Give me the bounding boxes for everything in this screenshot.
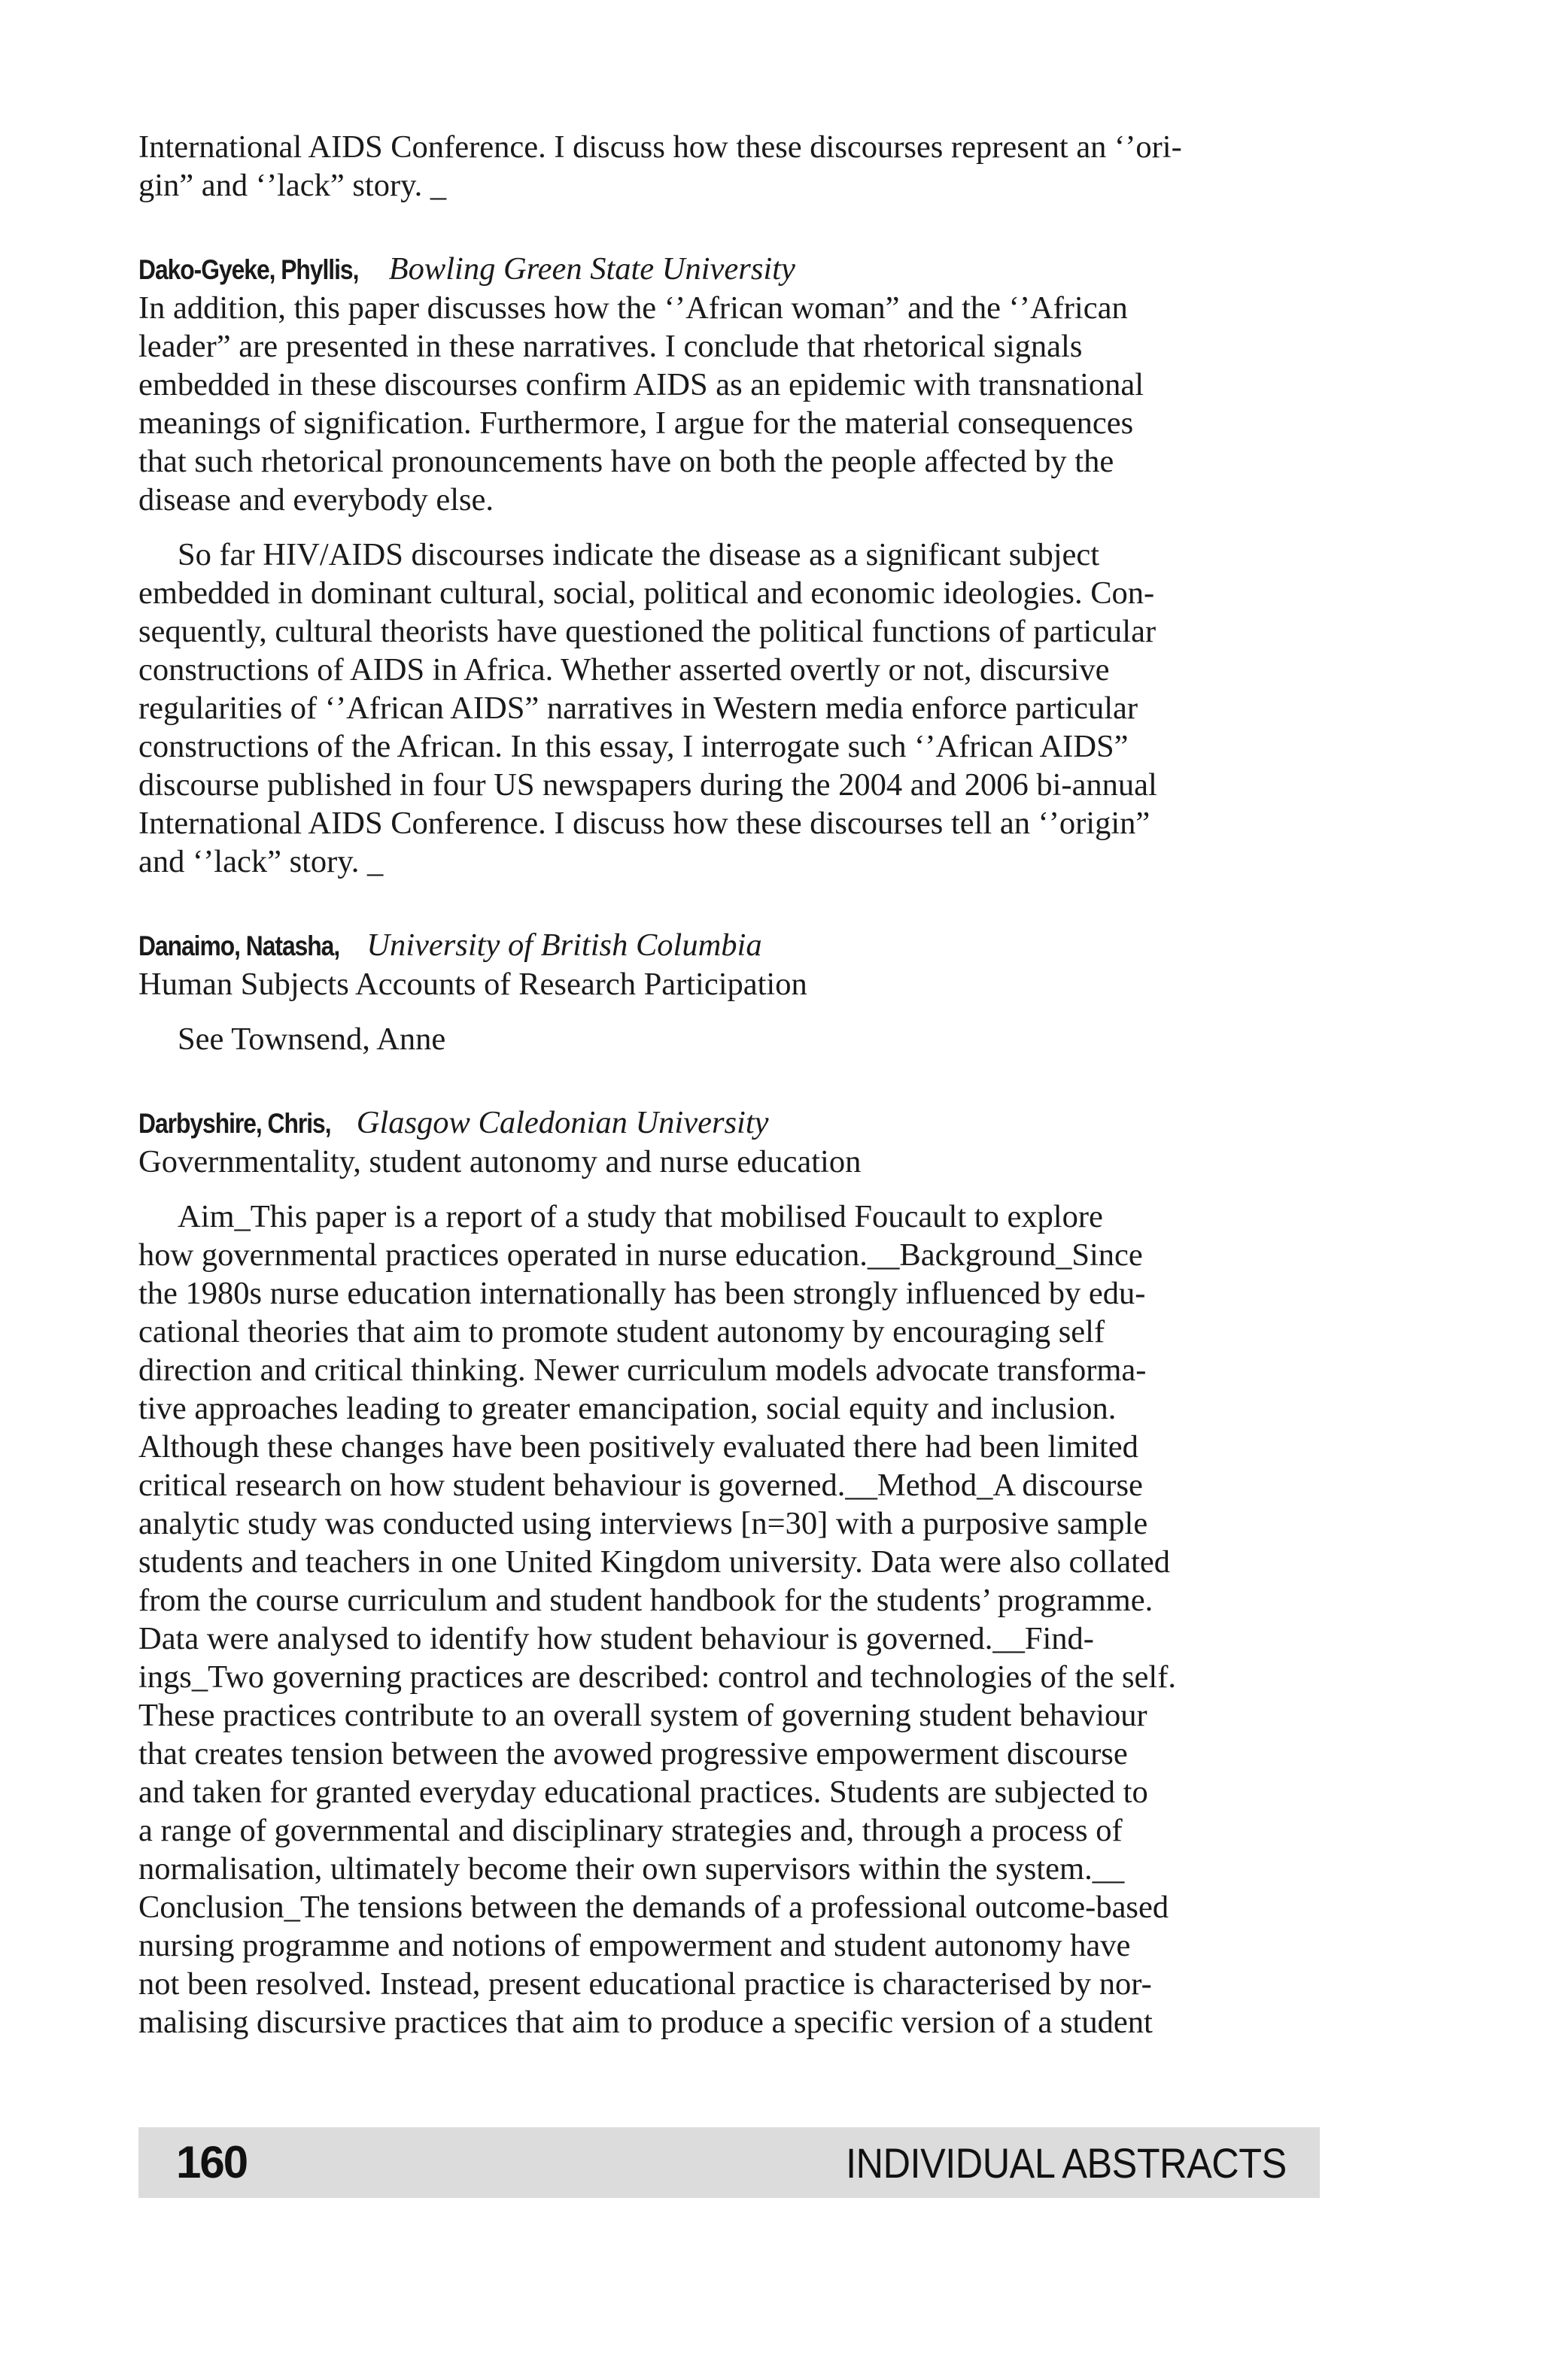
text-line: gin” and ‘’lack” story. _ — [138, 168, 447, 203]
entry-heading — [138, 1103, 1321, 1143]
text-line: Data were analysed to identify how student behaviour is governed.__Find- — [138, 1621, 1094, 1656]
text-line: sequently, cultural theorists have questioned the political functions of particular — [138, 614, 1157, 649]
text-line: Conclusion_The tensions between the demands of a professional outcome-based — [138, 1890, 1169, 1925]
author-name: Dako-Gyeke, Phyllis, — [138, 254, 359, 285]
text-line: International AIDS Conference. I discuss how these discourses represent an ‘’ori- — [138, 129, 1182, 165]
page-number: 160 — [176, 2137, 248, 2187]
affiliation: University of British Columbia — [366, 927, 762, 963]
text-line: See Townsend, Anne — [178, 1022, 446, 1057]
text-line: So far HIV/AIDS discourses indicate the disease as a significant subject — [178, 537, 1100, 572]
text-line: Although these changes have been positively evaluated there had been limited — [138, 1429, 1138, 1465]
affiliation: Bowling Green State University — [388, 251, 795, 287]
text-line: that such rhetorical pronouncements have on both the people affected by the — [138, 444, 1114, 479]
section-label: INDIVIDUAL ABSTRACTS — [846, 2139, 1287, 2187]
text-line: Aim_This paper is a report of a study that mobilised Foucault to explore — [178, 1199, 1103, 1234]
text-line: malising discursive practices that aim to produce a specific version of a student — [138, 2005, 1153, 2040]
text-line: critical research on how student behaviour is governed.__Method_A discourse — [138, 1468, 1143, 1503]
text-line: analytic study was conducted using interviews [n=30] with a purposive sample — [138, 1506, 1148, 1541]
abstract-paragraph — [138, 289, 1321, 519]
text-line: meanings of signification. Furthermore, I argue for the material consequences — [138, 405, 1134, 441]
page-body — [138, 128, 1321, 2042]
author-name: Darbyshire, Chris, — [138, 1108, 331, 1139]
author-name: Danaimo, Natasha, — [138, 930, 340, 961]
text-line: direction and critical thinking. Newer curriculum models advocate transforma- — [138, 1352, 1147, 1388]
abstract-entry — [138, 926, 1321, 1058]
text-line: These practices contribute to an overall system of governing student behaviour — [138, 1698, 1147, 1733]
text-line: the 1980s nurse education internationally has been strongly influenced by edu- — [138, 1276, 1146, 1311]
text-line: not been resolved. Instead, present educational practice is characterised by nor- — [138, 1966, 1152, 2002]
text-line: ings_Two governing practices are described: control and technologies of the self. — [138, 1659, 1177, 1695]
text-line: leader” are presented in these narratives. I conclude that rhetorical signals — [138, 329, 1083, 364]
entry-heading — [138, 926, 1321, 965]
abstract-entry — [138, 1103, 1321, 2042]
text-line: a range of governmental and disciplinary strategies and, through a process of — [138, 1813, 1123, 1848]
text-line: constructions of the African. In this essay, I interrogate such ‘’African AIDS” — [138, 729, 1129, 764]
text-line: that creates tension between the avowed progressive empowerment discourse — [138, 1736, 1128, 1771]
text-line: International AIDS Conference. I discuss how these discourses tell an ‘’origin” — [138, 806, 1150, 841]
affiliation: Glasgow Caledonian University — [356, 1105, 769, 1140]
paper-title: Human Subjects Accounts of Research Participation — [138, 967, 807, 1002]
text-line: In addition, this paper discusses how the ‘’African woman” and the ‘’African — [138, 290, 1128, 326]
text-line: tive approaches leading to greater emancipation, social equity and inclusion. — [138, 1391, 1117, 1426]
text-line: students and teachers in one United Kingdom university. Data were also collated — [138, 1544, 1171, 1580]
text-line: embedded in these discourses confirm AIDS as an epidemic with transnational — [138, 367, 1144, 402]
text-line: normalisation, ultimately become their own supervisors within the system.__ — [138, 1851, 1125, 1887]
abstract-paragraph — [138, 536, 1321, 881]
text-line: regularities of ‘’African AIDS” narratives in Western media enforce particular — [138, 691, 1138, 726]
text-line: disease and everybody else. — [138, 482, 494, 518]
text-line: nursing programme and notions of empowerment and student autonomy have — [138, 1928, 1131, 1963]
text-line: and ‘’lack” story. _ — [138, 844, 384, 879]
paper-title: Governmentality, student autonomy and nurse education — [138, 1144, 862, 1179]
text-line: discourse published in four US newspapers during the 2004 and 2006 bi-annual — [138, 767, 1157, 803]
text-line: how governmental practices operated in nurse education.__Background_Since — [138, 1237, 1143, 1273]
page-footer — [138, 2127, 1320, 2198]
text-line: constructions of AIDS in Africa. Whether asserted overtly or not, discursive — [138, 652, 1110, 688]
abstract-paragraph — [138, 1020, 1321, 1058]
text-line: cational theories that aim to promote student autonomy by encouraging self — [138, 1314, 1105, 1349]
entry-heading — [138, 250, 1321, 289]
abstract-entry — [138, 250, 1321, 881]
text-line: from the course curriculum and student handbook for the students’ programme. — [138, 1583, 1153, 1618]
abstract-paragraph — [138, 1198, 1321, 2042]
text-line: and taken for granted everyday educational practices. Students are subjected to — [138, 1774, 1148, 1810]
continued-abstract — [138, 128, 1321, 205]
text-line: embedded in dominant cultural, social, political and economic ideologies. Con- — [138, 575, 1155, 611]
